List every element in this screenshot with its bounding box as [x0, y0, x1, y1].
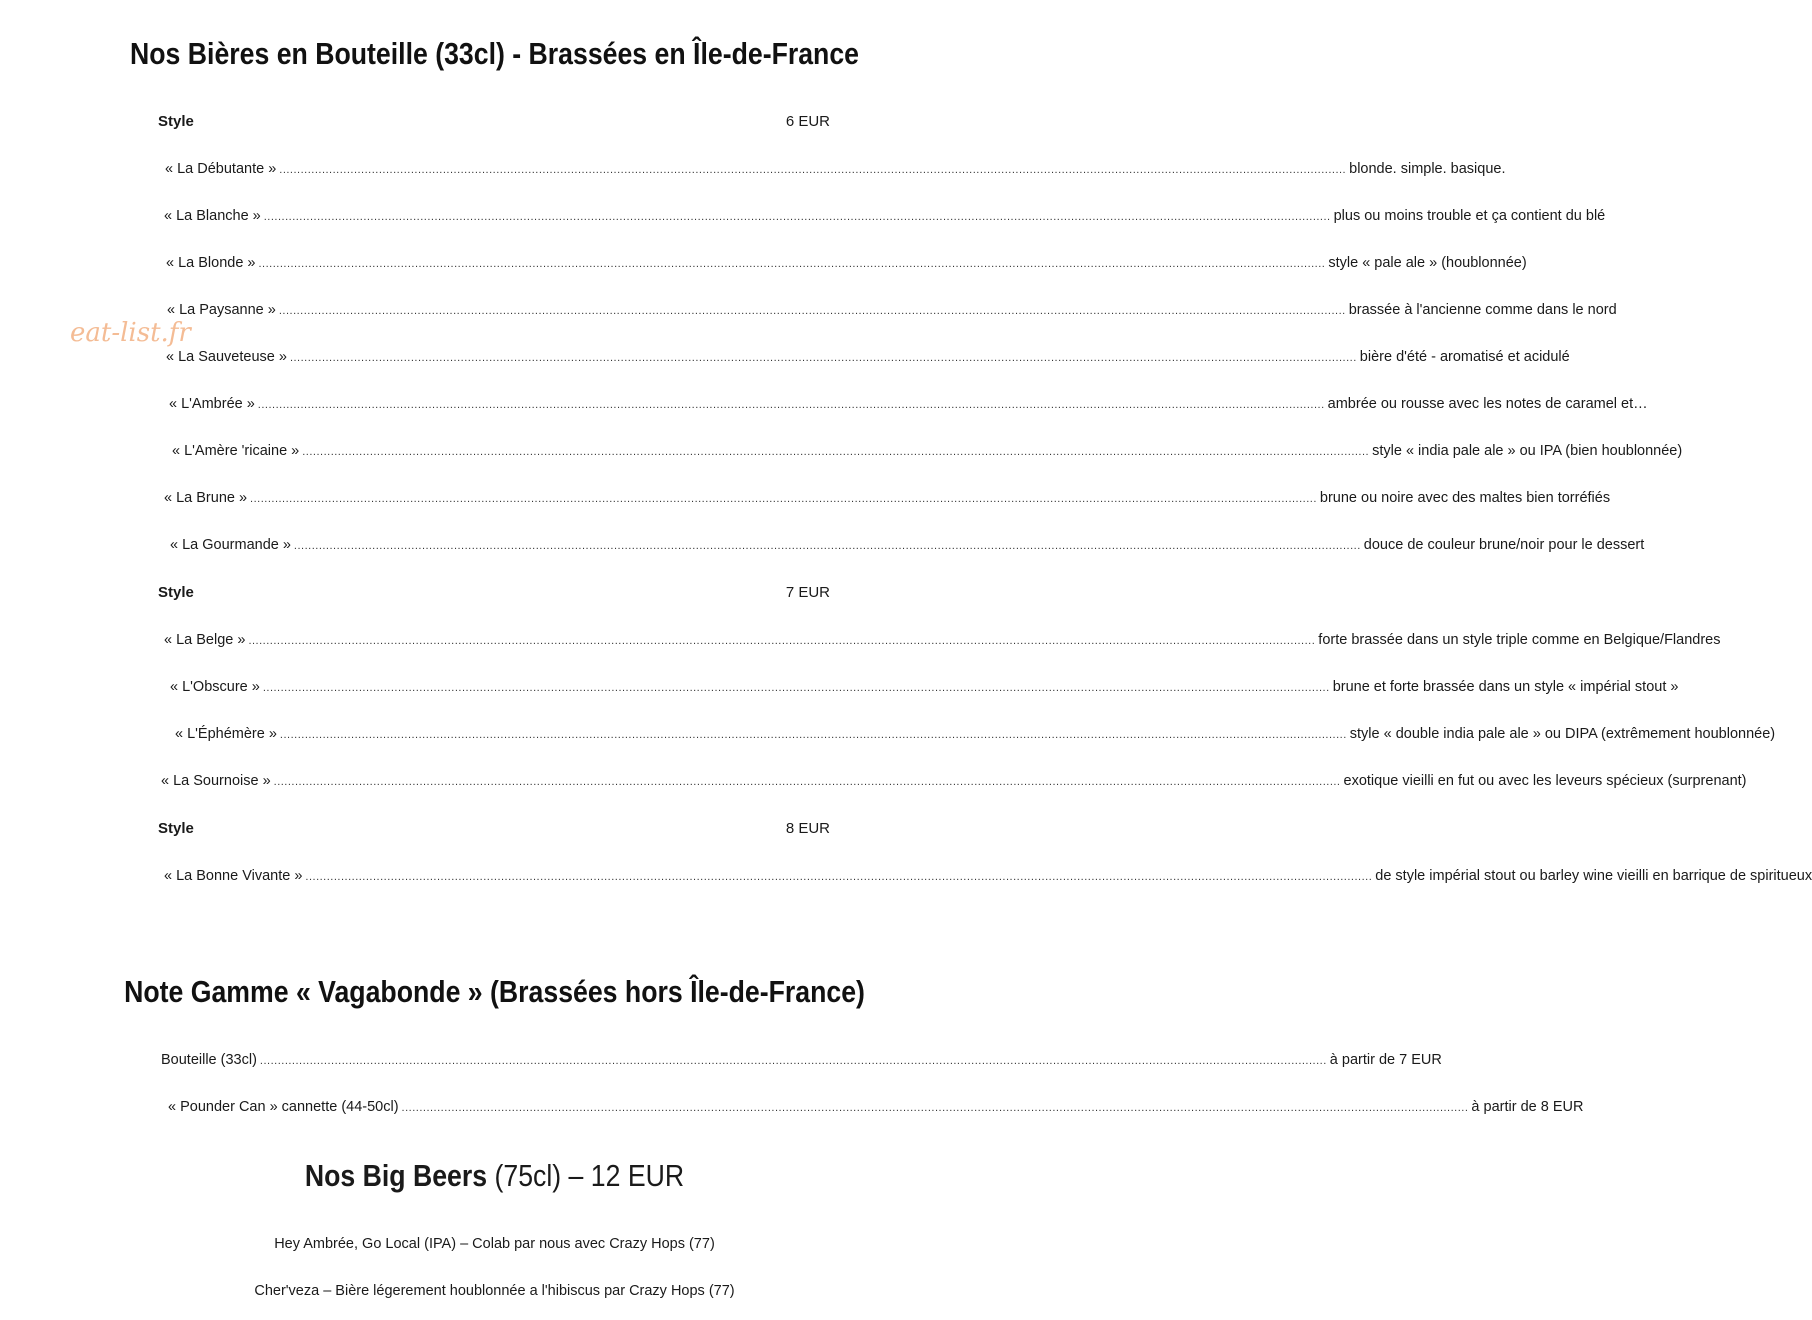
beer-description: brune et forte brassée dans un style « impérial stout » — [1332, 679, 1679, 695]
beer-name: « La Brune » — [164, 490, 248, 506]
section-title-bottled-beers: Nos Bières en Bouteille (33cl) - Brassées en Île-de-France — [130, 36, 859, 71]
style-price: 7 EUR — [785, 584, 830, 601]
menu-item — [164, 868, 1812, 884]
beer-name: « La Débutante » — [165, 161, 277, 177]
beer-description: style « double india pale ale » ou DIPA (extrêmement houblonnée) — [1349, 726, 1776, 742]
big-beers-title-rest: (75cl) – 12 EUR — [487, 1158, 685, 1193]
menu-item — [164, 632, 1721, 648]
menu-item — [175, 726, 1776, 742]
beer-description: blonde. simple. basique. — [1349, 161, 1506, 177]
leader-dots: ............................................................................................................................................................................................................................................................................................................ — [302, 446, 1370, 458]
beer-name: « L'Éphémère » — [175, 726, 277, 742]
beer-description: de style impérial stout ou barley wine vieilli en barrique de spiritueux — [1375, 868, 1812, 884]
leader-dots: ............................................................................................................................................................................................................................................................................................................ — [279, 729, 1347, 741]
style-header-8eur — [158, 820, 830, 837]
beer-description: style « india pale ale » ou IPA (bien houblonnée) — [1372, 443, 1683, 459]
style-header-7eur — [158, 584, 830, 601]
beer-name: « La Bonne Vivante » — [164, 868, 303, 884]
style-price: 8 EUR — [785, 820, 830, 837]
format-price: à partir de 8 EUR — [1471, 1099, 1584, 1115]
beer-name: « L'Ambrée » — [169, 396, 255, 412]
style-label: Style — [158, 113, 194, 130]
style-label: Style — [158, 820, 194, 837]
section-title-vagabonde: Note Gamme « Vagabonde » (Brassées hors Île-de-France) — [124, 974, 865, 1009]
leader-dots: ............................................................................................................................................................................................................................................................................................................ — [262, 682, 1330, 694]
menu-item — [164, 490, 1611, 506]
menu-item — [166, 255, 1527, 271]
beer-name: « La Sauveteuse » — [166, 349, 287, 365]
watermark: eat-list.fr — [70, 318, 191, 348]
format-name: « Pounder Can » cannette (44-50cl) — [168, 1099, 399, 1115]
big-beers-title-bold: Nos Big Beers — [304, 1158, 488, 1193]
menu-item — [172, 443, 1683, 459]
style-label: Style — [158, 584, 194, 601]
menu-item — [170, 537, 1645, 553]
menu-item — [164, 208, 1606, 224]
menu-item — [168, 1099, 1584, 1115]
leader-dots: ............................................................................................................................................................................................................................................................................................................ — [293, 540, 1361, 552]
leader-dots: ............................................................................................................................................................................................................................................................................................................ — [257, 399, 1325, 411]
menu-item — [169, 396, 1648, 412]
leader-dots: ............................................................................................................................................................................................................................................................................................................ — [279, 164, 1347, 176]
beer-description: bière d'été - aromatisé et acidulé — [1359, 349, 1570, 365]
style-header-6eur — [158, 113, 830, 130]
beer-name: « La Blanche » — [164, 208, 261, 224]
leader-dots: ............................................................................................................................................................................................................................................................................................................ — [250, 493, 1317, 505]
big-beer-line: Cher'veza – Bière légerement houblonnée a l'hibiscus par Crazy Hops (77) — [254, 1283, 735, 1299]
menu-item — [166, 349, 1570, 365]
beer-name: « La Sournoise » — [161, 773, 271, 789]
beer-description: douce de couleur brune/noir pour le dessert — [1363, 537, 1645, 553]
beer-name: « La Belge » — [164, 632, 246, 648]
beer-description: style « pale ale » (houblonnée) — [1328, 255, 1527, 271]
style-price: 6 EUR — [785, 113, 830, 130]
beer-name: « La Gourmande » — [170, 537, 291, 553]
leader-dots: ............................................................................................................................................................................................................................................................................................................ — [248, 635, 1316, 647]
beer-description: plus ou moins trouble et ça contient du blé — [1333, 208, 1606, 224]
menu-item — [170, 679, 1679, 695]
leader-dots: ............................................................................................................................................................................................................................................................................................................ — [278, 305, 1346, 317]
leader-dots: ............................................................................................................................................................................................................................................................................................................ — [401, 1102, 1469, 1114]
leader-dots: ............................................................................................................................................................................................................................................................................................................ — [258, 258, 1326, 270]
menu-item — [167, 302, 1617, 318]
beer-description: forte brassée dans un style triple comme en Belgique/Flandres — [1318, 632, 1721, 648]
format-price: à partir de 7 EUR — [1329, 1052, 1442, 1068]
format-name: Bouteille (33cl) — [161, 1052, 257, 1068]
big-beer-line: Hey Ambrée, Go Local (IPA) – Colab par nous avec Crazy Hops (77) — [274, 1236, 715, 1252]
leader-dots: ............................................................................................................................................................................................................................................................................................................ — [273, 776, 1341, 788]
beer-description: ambrée ou rousse avec les notes de caramel et… — [1327, 396, 1648, 412]
leader-dots: ............................................................................................................................................................................................................................................................................................................ — [289, 352, 1357, 364]
section-title-big-beers — [69, 1158, 920, 1194]
menu-item — [165, 161, 1506, 177]
beer-name: « L'Obscure » — [170, 679, 260, 695]
beer-name: « L'Amère 'ricaine » — [172, 443, 300, 459]
beer-name: « La Paysanne » — [167, 302, 276, 318]
beer-description: brassée à l'ancienne comme dans le nord — [1348, 302, 1617, 318]
menu-item — [161, 773, 1747, 789]
leader-dots: ............................................................................................................................................................................................................................................................................................................ — [305, 871, 1373, 883]
beer-description: brune ou noire avec des maltes bien torréfiés — [1319, 490, 1611, 506]
menu-item — [161, 1052, 1442, 1068]
leader-dots: ............................................................................................................................................................................................................................................................................................................ — [263, 211, 1331, 223]
beer-description: exotique vieilli en fut ou avec les leveurs spécieux (surprenant) — [1343, 773, 1747, 789]
beer-name: « La Blonde » — [166, 255, 256, 271]
leader-dots: ............................................................................................................................................................................................................................................................................................................ — [259, 1055, 1327, 1067]
